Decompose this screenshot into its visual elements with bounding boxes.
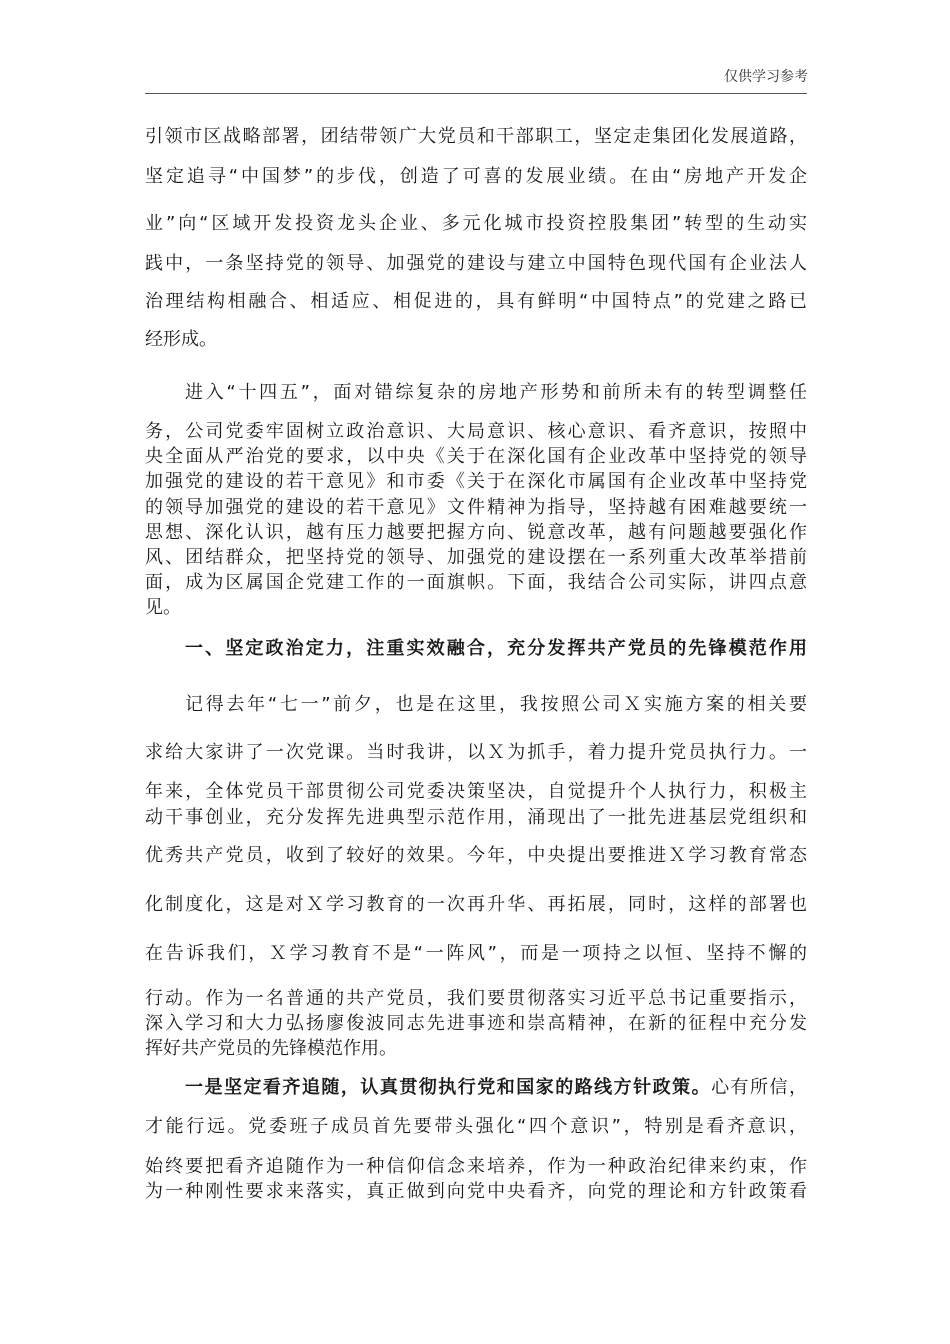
lead-rest-text: 心有所信， — [711, 1077, 807, 1098]
text-line: 才能行远。党委班子成员首先要带头强化“四个意识”，特别是看齐意识， — [145, 1116, 807, 1137]
text-line: 践中，一条坚持党的领导、加强党的建设与建立中国特色现代国有企业法人 — [145, 253, 807, 274]
text-line: 记得去年“七一”前夕，也是在这里，我按照公司Ｘ实施方案的相关要 — [185, 694, 807, 715]
text-line: 求给大家讲了一次党课。当时我讲，以Ｘ为抓手，着力提升党员执行力。一 — [145, 742, 807, 763]
section-heading: 一、坚定政治定力，注重实效融合，充分发挥共产党员的先锋模范作用 — [185, 638, 807, 659]
header-divider — [145, 93, 807, 94]
text-line: 思想、深化认识，越有压力越要把握方向、锐意改革，越有问题越要强化作 — [145, 522, 807, 543]
text-line: 深入学习和大力弘扬廖俊波同志先进事迹和崇高精神，在新的征程中充分发 — [145, 1013, 807, 1034]
text-line: 引领市区战略部署，团结带领广大党员和干部职工，坚定走集团化发展道路， — [145, 126, 807, 147]
text-line: 优秀共产党员，收到了较好的效果。今年，中央提出要推进Ｘ学习教育常态 — [145, 845, 807, 866]
text-line: 治理结构相融合、相适应、相促进的，具有鲜明“中国特点”的党建之路已 — [145, 291, 807, 312]
text-line: 为一种刚性要求来落实，真正做到向党中央看齐，向党的理论和方针政策看 — [145, 1181, 807, 1202]
text-line: 年来，全体党员干部贯彻公司党委决策坚决，自觉提升个人执行力，积极主 — [145, 781, 807, 802]
text-line: 动干事创业，充分发挥先进典型示范作用，涌现出了一批先进基层党组织和 — [145, 807, 807, 828]
text-line: 务，公司党委牢固树立政治意识、大局意识、核心意识、看齐意识，按照中 — [145, 421, 807, 442]
text-line: 业”向“区域开发投资龙头企业、多元化城市投资控股集团”转型的生动实 — [145, 213, 807, 234]
text-line: 在告诉我们，Ｘ学习教育不是“一阵风”，而是一项持之以恒、坚持不懈的 — [145, 943, 807, 964]
text-line: 风、团结群众，把坚持党的领导、加强党的建设摆在一系列重大改革举措前 — [145, 547, 807, 568]
text-line: 始终要把看齐追随作为一种信仰信念来培养，作为一种政治纪律来约束，作 — [145, 1156, 807, 1177]
bold-lead-text: 一是坚定看齐追随，认真贯彻执行党和国家的路线方针政策。 — [185, 1077, 712, 1098]
header-note: 仅供学习参考 — [724, 69, 808, 85]
text-line: 面，成为区属国企党建工作的一面旗帜。下面，我结合公司实际，讲四点意 — [145, 572, 807, 593]
text-line: 的领导加强党的建设的若干意见》文件精神为指导，坚持越有困难越要统一 — [145, 497, 807, 518]
text-line: 央全面从严治党的要求，以中央《关于在深化国有企业改革中坚持党的领导 — [145, 446, 807, 467]
text-line: 坚定追寻“中国梦”的步伐，创造了可喜的发展业绩。在由“房地产开发企 — [145, 166, 807, 187]
text-line: 行动。作为一名普通的共产党员，我们要贯彻落实习近平总书记重要指示， — [145, 988, 807, 1009]
text-line: 挥好共产党员的先锋模范作用。 — [145, 1038, 397, 1059]
text-line: 进入“十四五”，面对错综复杂的房地产形势和前所未有的转型调整任 — [185, 382, 807, 403]
text-line-lead — [185, 1076, 807, 1100]
text-line: 见。 — [145, 597, 181, 618]
text-line: 加强党的建设的若干意见》和市委《关于在深化市属国有企业改革中坚持党 — [145, 471, 807, 492]
text-line: 经形成。 — [145, 329, 217, 350]
text-line: 化制度化，这是对Ｘ学习教育的一次再升华、再拓展，同时，这样的部署也 — [145, 894, 807, 915]
